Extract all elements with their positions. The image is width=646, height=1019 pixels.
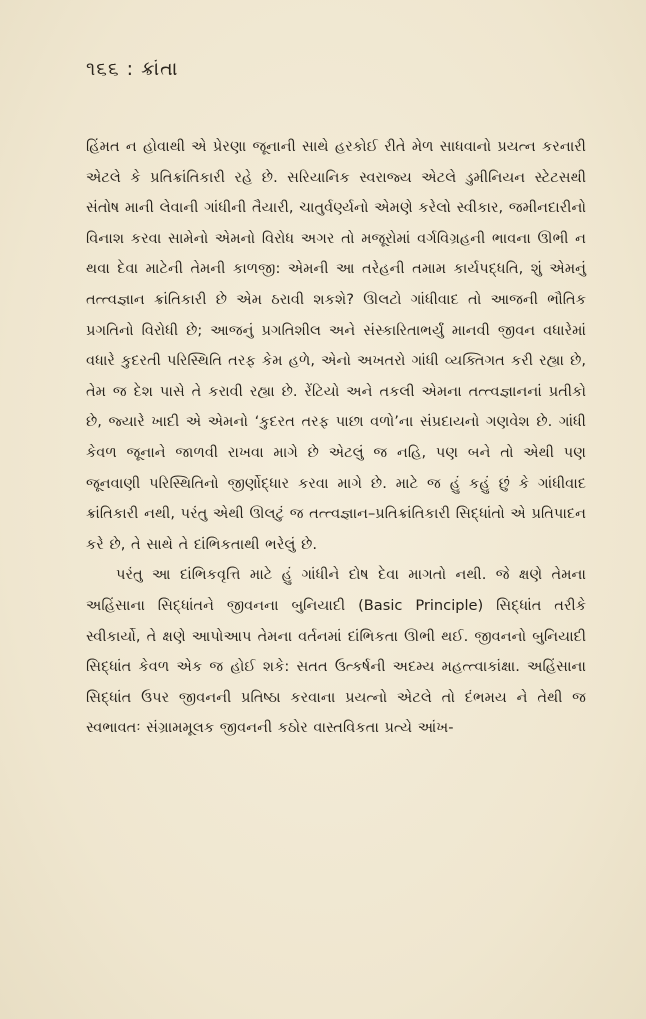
paragraph-1: હિંમત ન હોવાથી એ પ્રેરણા જૂનાની સાથે હરકોઈ રીતે મેળ સાધવાનો પ્રયત્ન કરનારી એટલે કે પ્રતિક્રાંતિકારી રહે છે. સરિયાનિક સ્વરાજ્ય એટલે ડુમીનિયન સ્ટેટસથી સંતોષ માની લેવાની ગાંધીની તૈયારી, ચાતુર્વર્ણ્યનો એમણે કરેલો સ્વીકાર, જમીનદારીનો વિનાશ કરવા સામેનો એમનો વિરોધ અગર તો મજૂરોમાં વર્ગવિગ્રહની ભાવના ઊભી ન થવા દેવા માટેની તેમની કાળજી: એમની આ તરેહની તમામ કાર્યપદ્ધતિ, શું એમનું તત્ત્વજ્ઞાન ક્રાંતિકારી છે એમ ઠરાવી શકશે? ઊલટો ગાંધીવાદ તો આજની ભૌતિક પ્રગતિનો વિરોધી છે; આજનું પ્રગતિશીલ અને સંસ્કારિતાભર્યું માનવી જીવન વધારેમાં વધારે કુદરતી પરિસ્થિતિ તરફ કેમ હળે, એનો અખતરો ગાંધી વ્યક્તિગત કરી રહ્યા છે, તેમ જ દેશ પાસે તે કરાવી રહ્યા છે. રેંટિયો અને તકલી એમના તત્ત્વજ્ઞાનનાં પ્રતીકો છે, જ્યારે ખાદી એ એમનો ‘કુદરત તરફ પાછા વળો’ના સંપ્રદાયનો ગણવેશ છે. ગાંધી કેવળ જૂનાને જાળવી રાખવા માગે છે એટલું જ નહિ, પણ બને તો એથી પણ જૂનવાણી પરિસ્થિતિનો જીર્ણોદ્ધાર કરવા માગે છે. માટે જ હું કહું છું કે ગાંધીવાદ ક્રાંતિકારી નથી, પરંતુ એથી ઊલટું જ તત્ત્વજ્ઞાન–પ્રતિક્રાંતિકારી સિદ્ધાંતો એ પ્રતિપાદન કરે છે, તે સાથે તે દાંભિકતાથી ભરેલું છે. <box>86 138 586 553</box>
body-text <box>86 132 586 744</box>
paragraph-2: પરંતુ આ દાંભિકવૃત્તિ માટે હું ગાંધીને દોષ દેવા માગતો નથી. જે ક્ષણે તેમના અહિંસાના સિદ્ધાંતને જીવનના બુનિયાદી (Basic Principle) સિદ્ધાંત તરીકે સ્વીકાર્યો, તે ક્ષણે આપોઆપ તેમના વર્તનમાં દાંભિકતા ઊભી થઈ. જીવનનો બુનિયાદી સિદ્ધાંત કેવળ એક જ હોઈ શકે: સતત ઉત્કર્ષની અદમ્ય મહત્ત્વાકાંક્ષા. અહિંસાના સિદ્ધાંત ઉપર જીવનની પ્રતિષ્ઠા કરવાના પ્રયત્નો એટલે તો દંભમય ને તેથી જ સ્વભાવતઃ સંગ્રામમૂલક જીવનની કઠોર વાસ્તવિકતા પ્રત્યે આંખ- <box>86 566 586 737</box>
header-wavy-rule <box>86 88 190 92</box>
running-head: ૧૬૬ : ક્રાંતા <box>86 58 179 80</box>
